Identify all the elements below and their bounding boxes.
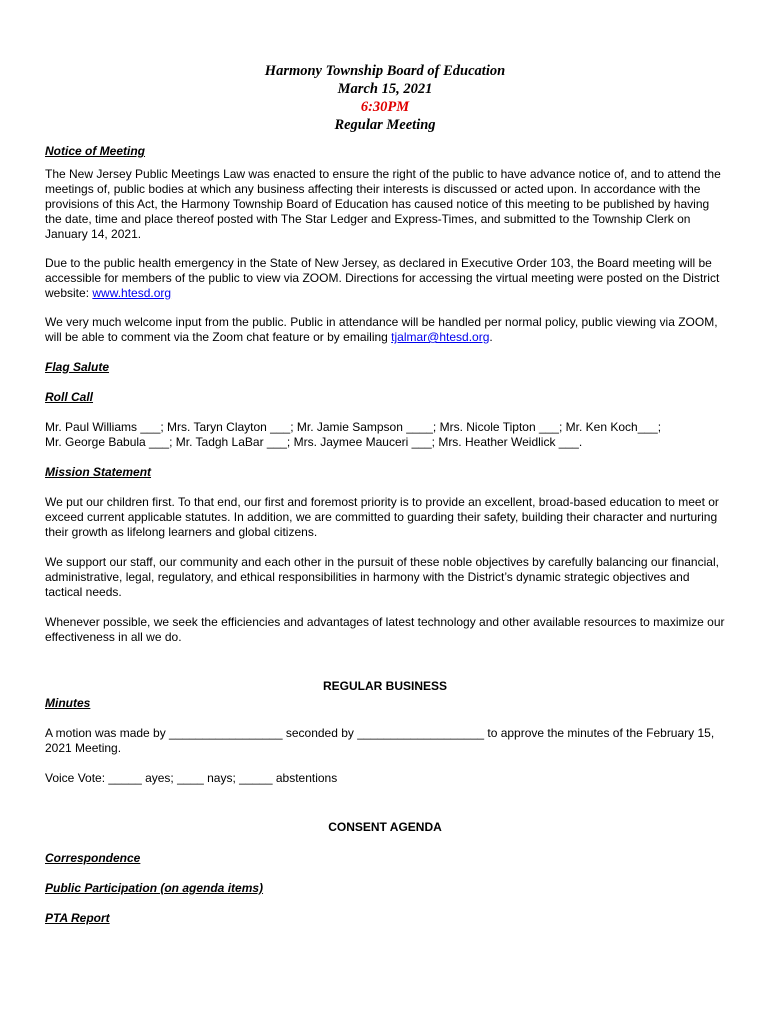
mission-paragraph-2: We support our staff, our community and each other in the pursuit of these noble objectives by carefully balancing our financial, administrative, legal, regulatory, and ethical responsibilities in harmony with the District’s dynamic strategic objectives and tactical needs. bbox=[45, 555, 719, 599]
notice-paragraph-3-end: . bbox=[489, 330, 493, 344]
public-participation-heading: Public Participation (on agenda items) bbox=[45, 881, 264, 895]
regular-business-heading: REGULAR BUSINESS bbox=[322, 679, 447, 693]
notice-of-meeting-heading: Notice of Meeting bbox=[45, 144, 146, 158]
minutes-voice-vote: Voice Vote: _____ ayes; ____ nays; _____ abstentions bbox=[45, 771, 338, 785]
meeting-date: March 15, 2021 bbox=[337, 81, 433, 97]
meeting-time: 6:30PM bbox=[360, 99, 410, 115]
mission-paragraph-3: Whenever possible, we seek the efficiencies and advantages of latest technology and other available resources to maximize our effectiveness in all we do. bbox=[45, 615, 725, 644]
meeting-type: Regular Meeting bbox=[334, 117, 436, 133]
notice-paragraph-1: The New Jersey Public Meetings Law was enacted to ensure the right of the public to have advance notice of, and to attend the meetings of, public bodies at which any business affecting their interests is discussed or acted upon. In accordance with the provisions of this Act, the Harmony Township Board of Education has caused notice of this meeting to be published by having the date, time and place thereof posted with The Star Ledger and Express-Times, and submitted to the Township Clerk on January 14, 2021. bbox=[45, 167, 721, 241]
document-page bbox=[45, 62, 725, 926]
pta-report-heading: PTA Report bbox=[45, 911, 110, 925]
roll-call-line-1: Mr. Paul Williams ___; Mrs. Taryn Clayton ___; Mr. Jamie Sampson ____; Mrs. Nicole Tipton ___; Mr. Ken Koch___; bbox=[45, 420, 662, 434]
email-link[interactable]: tjalmar@htesd.org bbox=[391, 330, 490, 344]
district-website-link[interactable]: www.htesd.org bbox=[92, 286, 172, 300]
roll-call-list bbox=[45, 420, 725, 450]
minutes-motion: A motion was made by _________________ seconded by ___________________ to approve the minutes of the February 15, 2021 Meeting. bbox=[45, 726, 715, 755]
consent-agenda-heading: CONSENT AGENDA bbox=[328, 820, 442, 834]
correspondence-heading: Correspondence bbox=[45, 851, 141, 865]
roll-call-line-2: Mr. George Babula ___; Mr. Tadgh LaBar ___; Mrs. Jaymee Mauceri ___; Mrs. Heather Weidlick ___. bbox=[45, 435, 583, 449]
minutes-heading: Minutes bbox=[45, 696, 91, 710]
notice-paragraph-3 bbox=[45, 315, 725, 345]
roll-call-heading: Roll Call bbox=[45, 390, 94, 404]
flag-salute-heading: Flag Salute bbox=[45, 360, 110, 374]
document-header bbox=[45, 62, 725, 134]
notice-paragraph-2-text: Due to the public health emergency in the State of New Jersey, as declared in Executive Order 103, the Board meeting will be accessible for members of the public to view via ZOOM. Directions for accessing the virtual meeting were posted on the District website: bbox=[45, 256, 720, 300]
notice-paragraph-3-text: We very much welcome input from the public. Public in attendance will be handled per normal policy, public viewing via ZOOM, will be able to comment via the Zoom chat feature or by emailing bbox=[45, 315, 718, 344]
mission-paragraph-1: We put our children first. To that end, our first and foremost priority is to provide an excellent, broad-based education to meet or exceed current applicable statutes. In addition, we are committed to guarding their safety, building their character and nurturing their growth as lifelong learners and global citizens. bbox=[45, 495, 719, 539]
board-name: Harmony Township Board of Education bbox=[264, 63, 506, 79]
mission-statement-heading: Mission Statement bbox=[45, 465, 152, 479]
notice-paragraph-2 bbox=[45, 256, 725, 301]
